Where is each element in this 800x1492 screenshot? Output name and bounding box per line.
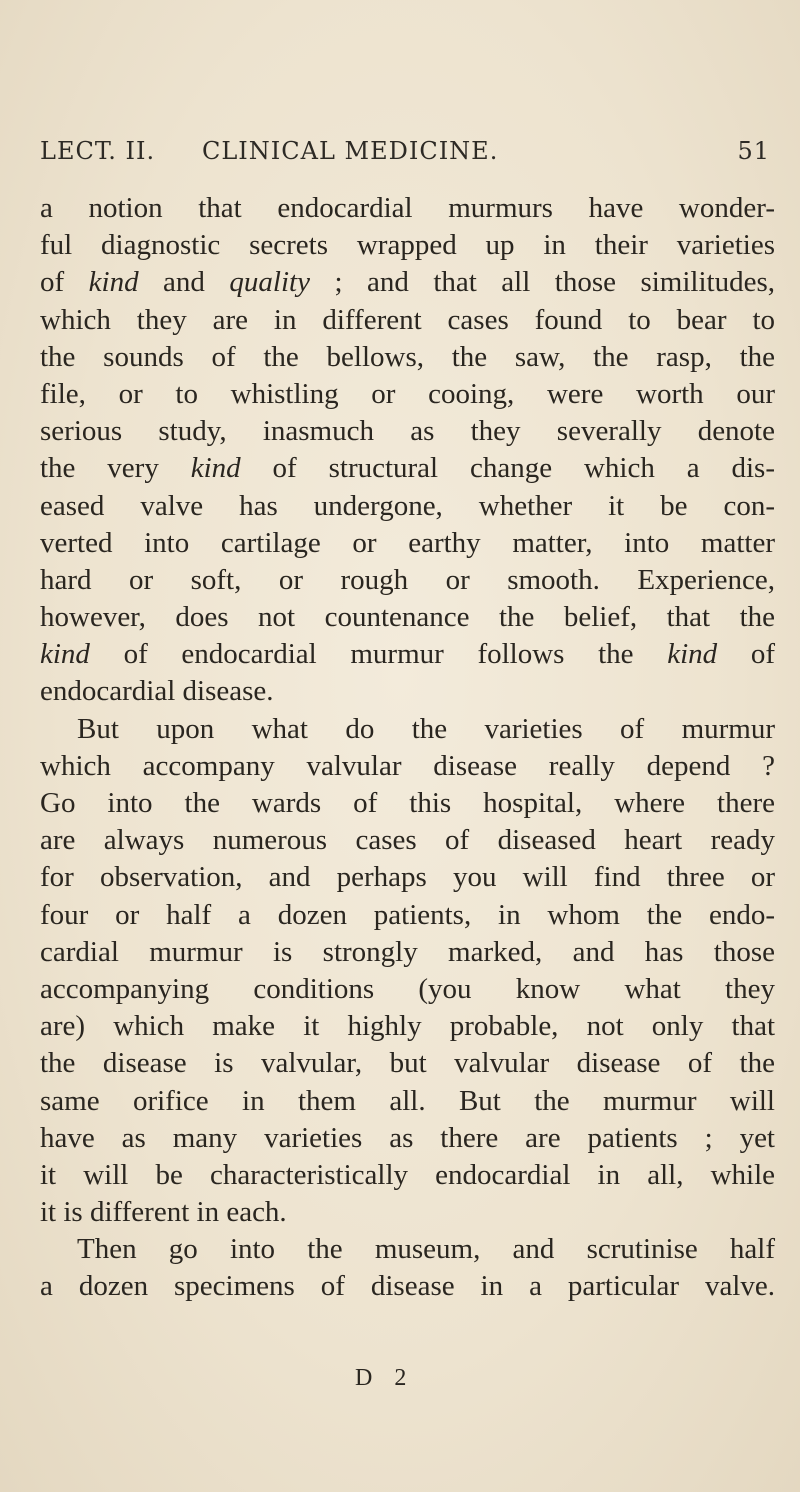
text-run: endocardial disease. bbox=[40, 675, 274, 708]
text-line bbox=[40, 264, 775, 301]
text-line bbox=[40, 599, 775, 636]
running-title: CLINICAL MEDICINE. bbox=[202, 137, 499, 165]
text-run: of bbox=[717, 638, 775, 671]
text-run: serious study, inasmuch as they severally denote bbox=[40, 415, 775, 448]
text-line bbox=[40, 562, 775, 599]
text-line bbox=[40, 859, 775, 896]
italic-word: quality bbox=[229, 266, 310, 299]
text-line bbox=[40, 971, 775, 1008]
text-line bbox=[40, 376, 775, 413]
body-text bbox=[40, 190, 775, 1306]
text-run: ful diagnostic secrets wrapped up in their varieties bbox=[40, 229, 775, 262]
text-run: same orifice in them all. But the murmur will bbox=[40, 1084, 775, 1117]
text-run: a dozen specimens of disease in a particular valve. bbox=[40, 1270, 775, 1303]
text-run: it is different in each. bbox=[40, 1196, 287, 1229]
text-line bbox=[40, 1231, 775, 1268]
text-run: of bbox=[40, 266, 89, 299]
text-line bbox=[40, 1083, 775, 1120]
text-run: accompanying conditions (you know what they bbox=[40, 972, 775, 1005]
italic-word: kind bbox=[667, 638, 718, 671]
signature-mark: D 2 bbox=[355, 1365, 415, 1391]
text-line bbox=[40, 897, 775, 934]
text-run: have as many varieties as there are patients ; yet bbox=[40, 1121, 775, 1154]
italic-word: kind bbox=[190, 452, 241, 485]
text-run: verted into cartilage or earthy matter, into matter bbox=[40, 526, 775, 559]
text-line bbox=[40, 934, 775, 971]
text-run: file, or to whistling or cooing, were worth our bbox=[40, 377, 775, 410]
text-run: a notion that endocardial murmurs have wonder- bbox=[40, 192, 775, 224]
text-line bbox=[40, 673, 775, 710]
text-line bbox=[40, 1120, 775, 1157]
text-run: the sounds of the bellows, the saw, the rasp, the bbox=[40, 340, 775, 373]
text-run: of endocardial murmur follows the bbox=[89, 638, 668, 671]
text-run: and bbox=[138, 266, 230, 299]
text-line bbox=[40, 822, 775, 859]
running-head bbox=[40, 137, 770, 167]
text-line bbox=[40, 748, 775, 785]
text-run: hard or soft, or rough or smooth. Experience, bbox=[40, 563, 775, 596]
text-run: are always numerous cases of diseased heart ready bbox=[40, 824, 775, 857]
page-number: 51 bbox=[737, 137, 770, 165]
italic-word: kind bbox=[40, 638, 90, 671]
text-run: however, does not countenance the belief, that the bbox=[40, 601, 775, 634]
text-line bbox=[40, 302, 775, 339]
text-line bbox=[40, 450, 775, 487]
text-line bbox=[40, 636, 775, 673]
text-line bbox=[40, 785, 775, 822]
text-line bbox=[40, 339, 775, 376]
text-line bbox=[40, 711, 775, 748]
italic-word: kind bbox=[88, 266, 139, 299]
text-run: which they are in different cases found to bear to bbox=[40, 303, 775, 336]
text-run: four or half a dozen patients, in whom the endo- bbox=[40, 898, 775, 931]
text-line bbox=[40, 413, 775, 450]
text-line bbox=[40, 525, 775, 562]
text-run: are) which make it highly probable, not only that bbox=[40, 1010, 775, 1043]
text-line bbox=[40, 1268, 775, 1305]
text-line bbox=[40, 1194, 775, 1231]
text-run: the disease is valvular, but valvular disease of the bbox=[40, 1047, 775, 1080]
text-run: it will be characteristically endocardial in all, while bbox=[40, 1158, 775, 1191]
text-run: of structural change which a dis- bbox=[240, 452, 775, 485]
text-run: eased valve has undergone, whether it be con- bbox=[40, 489, 775, 522]
text-line bbox=[40, 488, 775, 525]
text-run: the very bbox=[40, 452, 191, 485]
text-run: Go into the wards of this hospital, where there bbox=[40, 787, 775, 819]
text-line bbox=[40, 227, 775, 264]
text-run: for observation, and perhaps you will find three or bbox=[40, 861, 775, 894]
text-line bbox=[40, 1008, 775, 1045]
text-run: ; and that all those similitudes, bbox=[309, 266, 775, 299]
lecture-number: LECT. II. bbox=[40, 137, 156, 165]
text-run: which accompany valvular disease really depend ? bbox=[40, 749, 775, 782]
text-line bbox=[40, 1045, 775, 1082]
text-run: cardial murmur is strongly marked, and has those bbox=[40, 935, 775, 968]
text-line bbox=[40, 190, 775, 227]
text-line bbox=[40, 1157, 775, 1194]
text-run: Then go into the museum, and scrutinise half bbox=[77, 1233, 775, 1266]
text-run: But upon what do the varieties of murmur bbox=[77, 712, 775, 745]
